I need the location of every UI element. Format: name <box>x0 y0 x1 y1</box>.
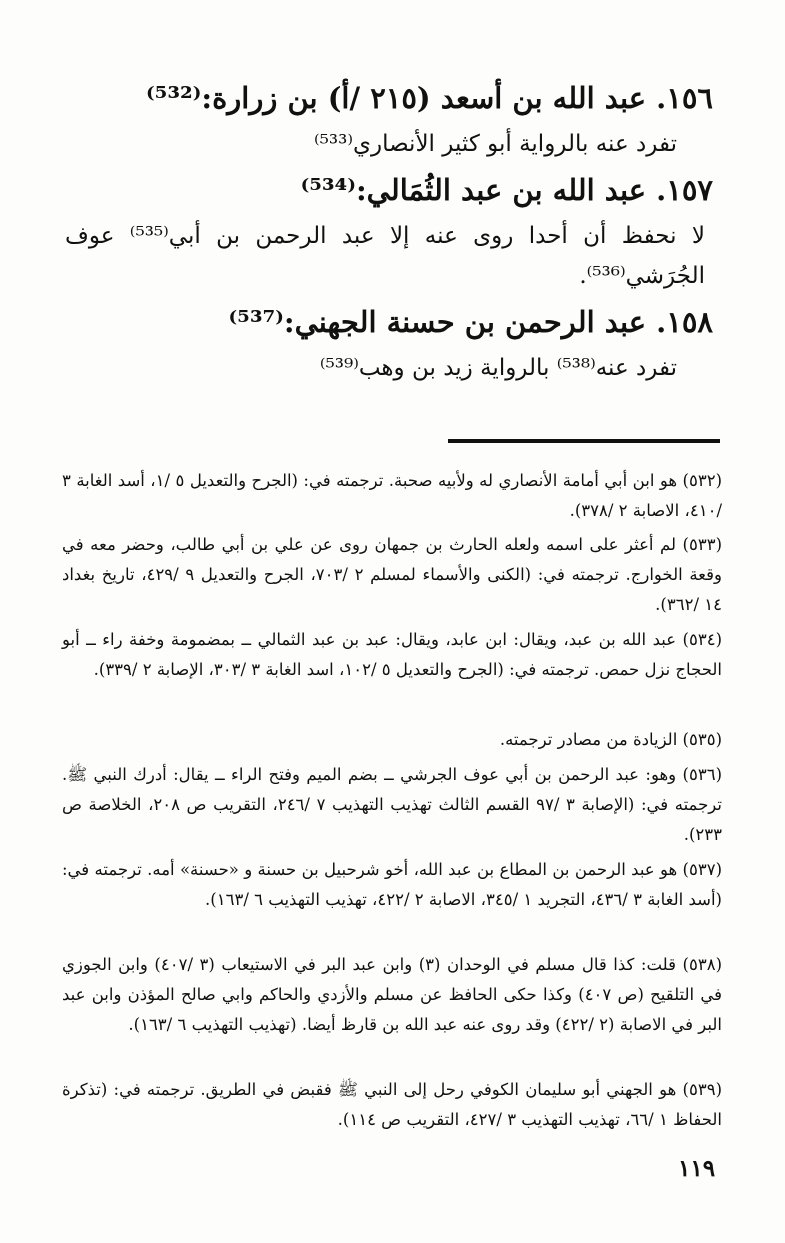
page-number: ١١٩ <box>678 1155 716 1182</box>
footnote-538: (٥٣٨) قلت: كذا قال مسلم في الوحدان (٣) وابن عبد البر في الاستيعاب (٣ /٤٠٧) وابن الجوزي في التلقيح (ص ٤٠٧) وكذا حكى الحافظ عن مسلم والأزدي والحاكم وابي صالح المؤذن وابن عبد البر في الاصابة (٢ /٤٢٢) وقد روى عنه عبد الله بن قارظ أيضا. (تهذيب التهذيب ٦ /١٦٣). <box>62 955 722 1034</box>
footnote-536: (٥٣٦) وهو: عبد الرحمن بن أبي عوف الجرشي ــ بضم الميم وفتح الراء ــ يقال: أدرك النبي ﷺ. ترجمته في: (الإصابة ٣ /٩٧ القسم الثالث تهذيب التهذيب ٧ /٢٤٦، التقريب ص ٢٠٨، الخلاصة ص ٢٣٣). <box>62 765 722 844</box>
footnote-532: (٥٣٢) هو ابن أبي أمامة الأنصاري له ولأبيه صحبة. ترجمته في: (الجرح والتعديل ٥ /١، أسد الغابة ٣ /٤١٠، الاصابة ٢ /٣٧٨). <box>62 471 722 520</box>
entry-157-title: ١٥٧. عبد الله بن عبد الثُمَالي:⁽⁵³⁴⁾ <box>300 173 713 207</box>
footnote-533: (٥٣٣) لم أعثر على اسمه ولعله الحارث بن جمهان روى عن علي بن أبي طالب، وحضر معه في وقعة الخوارج. ترجمته في: (الكنى والأسماء لمسلم ٢ /٧٠٣، الجرح والتعديل ٩ /٤٢٩، تاريخ بغداد ١٤ /٣٦٢). <box>62 535 722 614</box>
footnote-separator <box>448 439 720 443</box>
footnote-539: (٥٣٩) هو الجهني أبو سليمان الكوفي رحل إلى النبي ﷺ فقبض في الطريق. ترجمته في: (تذكرة الحفاظ ١ /٦٦، تهذيب التهذيب ٣ /٤٢٧، التقريب ص ١١٤). <box>62 1080 722 1129</box>
footnote-534: (٥٣٤) عبد الله بن عبد، ويقال: ابن عابد، ويقال: عبد بن عبد الثمالي ــ بمضمومة وخفة راء ــ أبو الحجاج نزل حمص. ترجمته في: (الجرح والتعديل ٥ /١٠٢، اسد الغابة ٣ /٣٠٣، الإصابة ٢ /٣٣٩). <box>62 630 722 679</box>
footnote-535: (٥٣٥) الزيادة من مصادر ترجمته. <box>499 730 722 749</box>
entry-158-body: تفرد عنه⁽⁵³⁸⁾ بالرواية زيد بن وهب⁽⁵³⁹⁾ <box>319 355 677 381</box>
entry-156-title: ١٥٦. عبد الله بن أسعد (٢١٥ /أ) بن زرارة:⁽⁵³²⁾ <box>146 81 713 115</box>
entry-157-body: لا نحفظ أن أحدا روى عنه إلا عبد الرحمن بن أبي⁽⁵³⁵⁾ عوف الجُرَشي⁽⁵³⁶⁾. <box>65 223 705 289</box>
entry-158-title: ١٥٨. عبد الرحمن بن حسنة الجهني:⁽⁵³⁷⁾ <box>228 305 713 339</box>
footnote-537: (٥٣٧) هو عبد الرحمن بن المطاع بن عبد الله، أخو شرحبيل بن حسنة و «حسنة» أمه. ترجمته في: (أسد الغابة ٣ /٤٣٦، التجريد ١ /٣٤٥، الاصابة ٢ /٤٢٢، تهذيب التهذيب ٦ /١٦٣). <box>62 860 722 909</box>
entry-156-body: تفرد عنه بالرواية أبو كثير الأنصاري⁽⁵³³⁾ <box>314 131 677 157</box>
